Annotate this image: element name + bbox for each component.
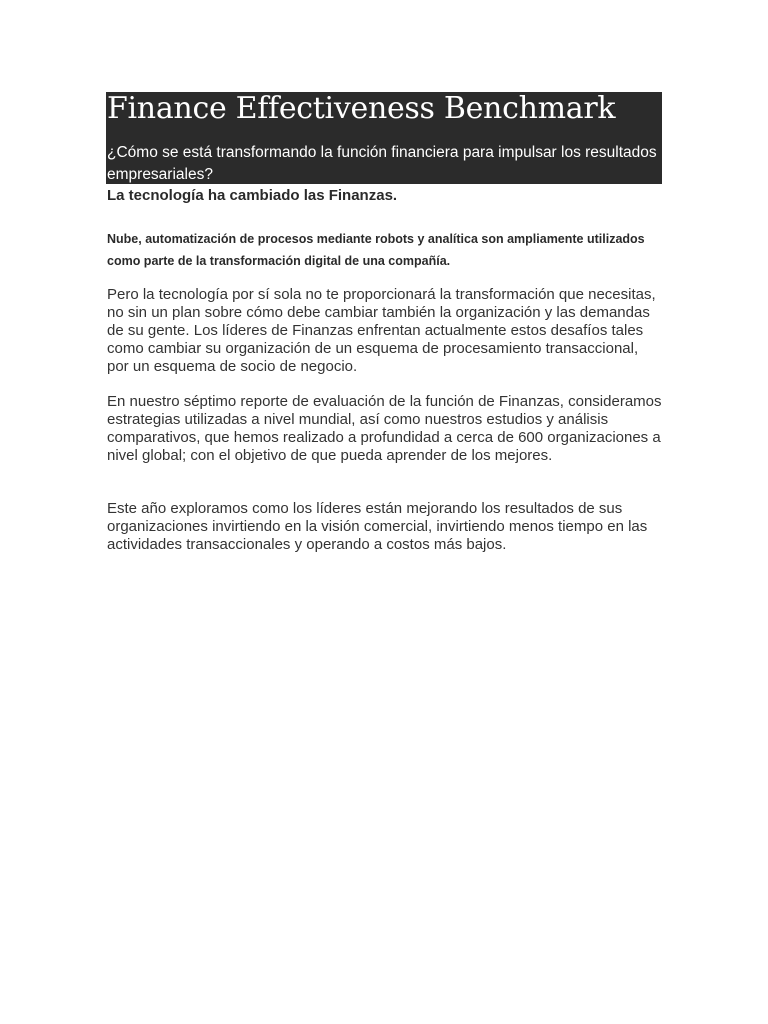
highlight-paragraph: Nube, automatización de procesos mediante robots y analítica son ampliamente utilizados como parte de la transformación digital de una compañía. bbox=[107, 232, 645, 268]
lead-heading: La tecnología ha cambiado las Finanzas. bbox=[107, 187, 398, 204]
page-subtitle: ¿Cómo se está transformando la función financiera para impulsar los resultados empresariales? bbox=[107, 144, 657, 183]
body-paragraph-1: Pero la tecnología por sí sola no te proporcionará la transformación que necesitas, no sin un plan sobre cómo debe cambiar también la organización y las demandas de su gente. Los líderes de Finanzas enfrentan actualmente estos desafíos tales como cambiar su organización de un esquema de procesamiento transaccional, por un esquema de socio de negocio. bbox=[107, 286, 656, 375]
page-title: Finance Effectiveness Benchmark bbox=[107, 91, 616, 126]
body-paragraph-2: En nuestro séptimo reporte de evaluación de la función de Finanzas, consideramos estrategias utilizadas a nivel mundial, así como nuestros estudios y análisis comparativos, que hemos realizado a profundidad a cerca de 600 organizaciones a nivel global; con el objetivo de que pueda aprender de los mejores. bbox=[107, 393, 662, 464]
body-paragraph-3: Este año exploramos como los líderes están mejorando los resultados de sus organizaciones invirtiendo en la visión comercial, invirtiendo menos tiempo en las actividades transaccionales y operando a costos más bajos. bbox=[107, 500, 648, 553]
